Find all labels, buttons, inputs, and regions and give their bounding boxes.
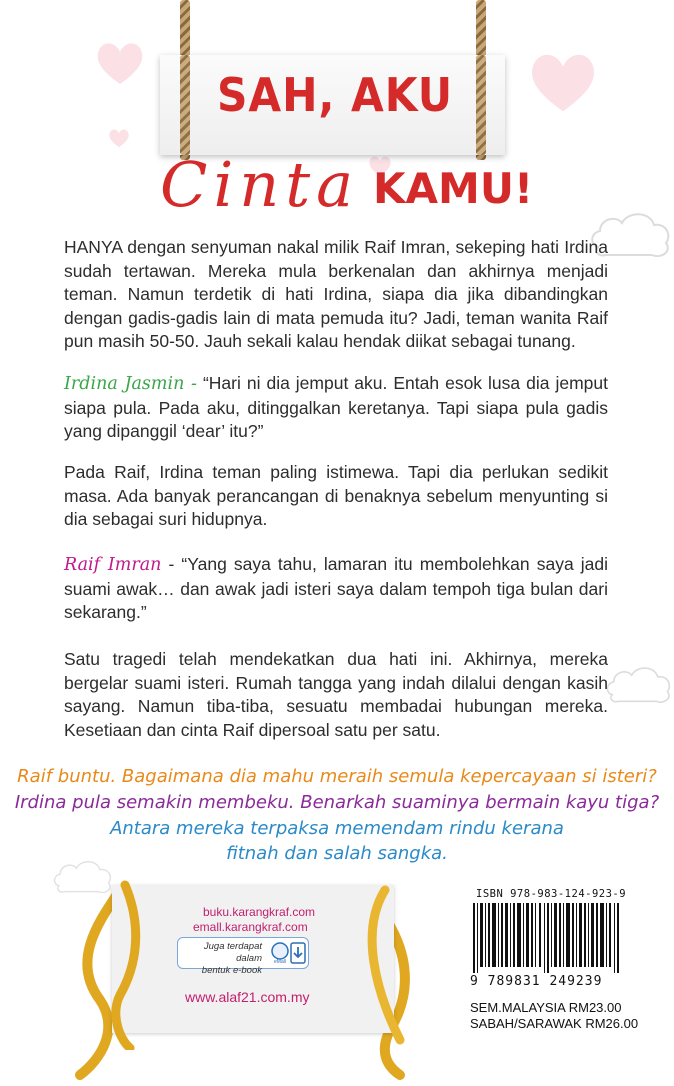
tagline-line3: Antara mereka terpaksa memendam rindu kerana — [110, 818, 564, 839]
book-title-bold: KAMU! — [373, 164, 534, 213]
cloud-icon — [604, 660, 674, 710]
synopsis-paragraph-2 — [64, 372, 608, 444]
download-icon — [290, 942, 306, 964]
synopsis-paragraph-5: Satu tragedi telah mendekatkan dua hati ini. Akhirnya, mereka bergelar suami isteri. Rumah tangga yang indah dilalui dengan kasih sayang. Namun tiba-tiba, sesuatu membadai hubungan mereka. Kesetiaan dan cinta Raif dipersoal satu per satu. — [64, 649, 608, 740]
book-title-line1: SAH, AKU — [216, 68, 453, 122]
book-title-script: Cinta — [160, 148, 360, 221]
rope-left-front — [180, 55, 190, 155]
ebook-badge — [177, 937, 309, 976]
svg-text:eMall: eMall — [274, 959, 286, 965]
barcode-number: 9 789831 249239 — [470, 974, 603, 989]
heart-icon — [95, 40, 145, 86]
price-sabah-sarawak: SABAH/SARAWAK RM26.00 — [470, 1016, 639, 1031]
ebook-text: Juga terdapat dalam bentuk e-book — [201, 941, 262, 976]
heart-icon — [528, 50, 598, 114]
isbn-label: ISBN 978-983-124-923-9 — [476, 888, 627, 900]
link-emall[interactable]: emall.karangkraf.com — [193, 920, 308, 934]
barcode-icon — [469, 903, 629, 973]
synopsis-paragraph-3: Pada Raif, Irdina teman paling istimewa. Tapi dia perlukan sedikit masa. Ada banyak perancangan di benaknya sebelum menyunting si dia sebagai suri hidupnya. — [64, 462, 608, 529]
tagline-line4: fitnah dan salah sangka. — [226, 843, 448, 864]
quote-raif: - “Yang saya tahu, lamaran itu membolehkan saya jadi suami awak… dan awak jadi isteri saya dalam tempoh tiga bulan dari sekarang.” — [64, 554, 608, 622]
tagline-line1: Raif buntu. Bagaimana dia mahu meraih semula kepercayaan si isteri? — [17, 766, 657, 787]
heart-icon — [108, 128, 130, 148]
emall-logo-icon — [270, 941, 290, 965]
price-malaysia: SEM.MALAYSIA RM23.00 — [470, 1000, 622, 1015]
link-buku[interactable]: buku.karangkraf.com — [203, 905, 316, 919]
publisher-website[interactable]: www.alaf21.com.my — [185, 989, 310, 1005]
speaker-irdina: Irdina Jasmin - — [64, 374, 197, 394]
rope-right-front — [476, 55, 486, 155]
quote-irdina: “Hari ni dia jemput aku. Entah esok lusa dia jemput siapa pula. Pada aku, ditinggalkan keretanya. Tapi siapa pula gadis yang dipanggil ‘dear’ itu?” — [64, 373, 608, 441]
synopsis-paragraph-4 — [64, 553, 608, 625]
speaker-raif: Raif Imran — [64, 555, 162, 575]
tagline-line2: Irdina pula semakin membeku. Benarkah suaminya bermain kayu tiga? — [14, 792, 660, 813]
synopsis-paragraph-1: HANYA dengan senyuman nakal milik Raif Imran, sekeping hati Irdina sudah tertawan. Mereka mula berkenalan dan akhirnya menjadi teman. Namun terdetik di hati Irdina, siapa dia jika dibandingkan dengan gadis-gadis lain di mata pemuda itu? Jadi, teman wanita Raif pun masih 50-50. Jauh sekali kalau hendak diikat sebagai tunang. — [64, 237, 608, 351]
